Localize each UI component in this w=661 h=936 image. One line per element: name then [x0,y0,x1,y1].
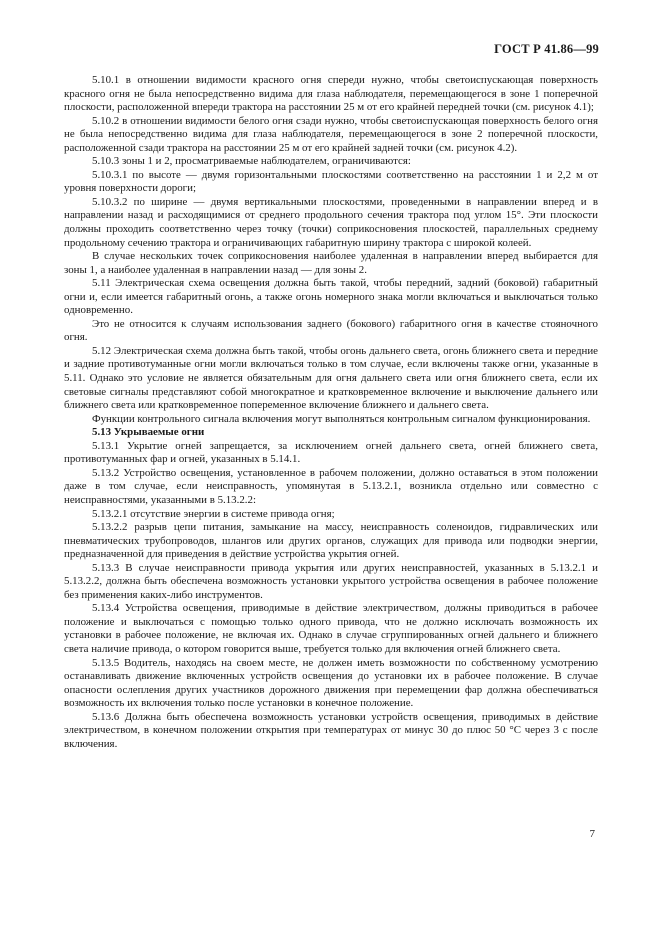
paragraph: 5.10.3 зоны 1 и 2, просматриваемые наблюдателем, ограничиваются: [92,155,411,168]
section-heading: 5.13 Укрываемые огни [92,426,205,439]
paragraph: 5.13.1 Укрытие огней запрещается, за исключением огней дальнего света, огней ближнего света, противотуманных фар и огней, указанных в 5.14.1. [64,439,598,466]
paragraph: 5.12 Электрическая схема должна быть такой, чтобы огонь дальнего света, огонь ближнего света и передние и задние противотуманные огни могли включаться только в том случае, если включены также огни, указанные в 5.11. Однако это условие не является обязательным для огня дальнего света или огня ближнего света, если их световые сигналы представляют собой многократное и кратковременное включение и выключение дальнего или ближнего света или кратковременное попеременное включение ближнего и дальнего света. [64,344,598,412]
paragraph: 5.13.6 Должна быть обеспечена возможность установки устройств освещения, приводимых в действие электричеством, в конечном положении открытия при температурах от минус 30 до плюс 50 °С через 3 с после включения. [64,710,598,750]
paragraph: 5.11 Электрическая схема освещения должна быть такой, чтобы передний, задний (боковой) габаритный огни и, если имеется габаритный огонь, а также огонь номерного знака могли включаться и выключаться только одновременно. [64,277,598,317]
paragraph: В случае нескольких точек соприкосновения наиболее удаленная в направлении вперед выбирается для зоны 1, а наиболее удаленная в направлении назад — для зоны 2. [64,250,598,276]
paragraph: 5.13.4 Устройства освещения, приводимые в действие электричеством, должны приводиться в рабочее положение и выключаться с помощью только одного привода, что не должно исключать возможность их установки в рабочее положение, не включая их. Однако в случае сгруппированных огней дальнего и ближнего света наличие привода, о котором говорится выше, требуется только для включения огней ближнего света. [64,602,598,655]
page-number: 7 [589,828,595,840]
paragraph: 5.13.5 Водитель, находясь на своем месте, не должен иметь возможности по собственному усмотрению останавливать движение включенных устройств освещения до установки их в рабочее положение. В случае опасности ослепления других участников дорожного движения при перемещении фар должна обеспечиваться возможность их включения только после установки в конечное положение. [64,656,598,710]
paragraph: 5.10.3.2 по ширине — двумя вертикальными плоскостями, проведенными в направлении вперед и в направлении назад и расходящимися от среднего продольного сечения трактора под углом 15°. Эти плоскости должны проходить соответственно через точку (точки) соприкосновения плоскостей, параллельных среднему продольному сечению трактора и ограничивающих габаритную ширину трактора с широкой колеей. [64,195,598,249]
paragraph: 5.13.2 Устройство освещения, установленное в рабочем положении, должно оставаться в этом положении даже в том случае, если неисправность, упомянутая в 5.13.2.1, возникла отдельно или совместно с неисправностями, указанными в 5.13.2.2: [64,466,598,506]
document-body [64,74,598,751]
paragraph: 5.13.2.1 отсутствие энергии в системе привода огня; [92,507,335,520]
paragraph: Функции контрольного сигнала включения могут выполняться контрольным сигналом функционирования. [92,412,591,425]
paragraph: 5.13.2.2 разрыв цепи питания, замыкание на массу, неисправность соленоидов, гидравлических или пневматических трубопроводов, шлангов или других органов, служащих для привода или подводки энергии, предназначенной для приведения в действие устройства укрытия огней. [64,521,598,561]
document-header: ГОСТ Р 41.86—99 [494,42,599,56]
paragraph: 5.13.3 В случае неисправности привода укрытия или других неисправностей, указанных в 5.13.2.1 и 5.13.2.2, должна быть обеспечена возможность установки укрытого устройства освещения в рабочее положение без применения каких-либо инструментов. [64,561,598,601]
paragraph: 5.10.1 в отношении видимости красного огня спереди нужно, чтобы светоиспускающая поверхность красного огня не была непосредственно видима для глаза наблюдателя, перемещающегося в зоне 1 поперечной плоскости, расположенной впереди трактора на расстоянии 25 м от его крайней передней точки (см. рисунок 4.1); [64,74,598,114]
paragraph: 5.10.2 в отношении видимости белого огня сзади нужно, чтобы светоиспускающая поверхность белого огня не была непосредственно видима для глаза наблюдателя, перемещающегося в зоне 2 поперечной плоскости, расположенной сзади трактора на расстоянии 25 м от его крайней задней точки (см. рисунок 4.2). [64,114,598,154]
paragraph: Это не относится к случаям использования заднего (бокового) габаритного огня в качестве стояночного огня. [64,317,598,344]
paragraph: 5.10.3.1 по высоте — двумя горизонтальными плоскостями соответственно на расстоянии 1 и 2,2 м от уровня поверхности дороги; [64,168,598,195]
